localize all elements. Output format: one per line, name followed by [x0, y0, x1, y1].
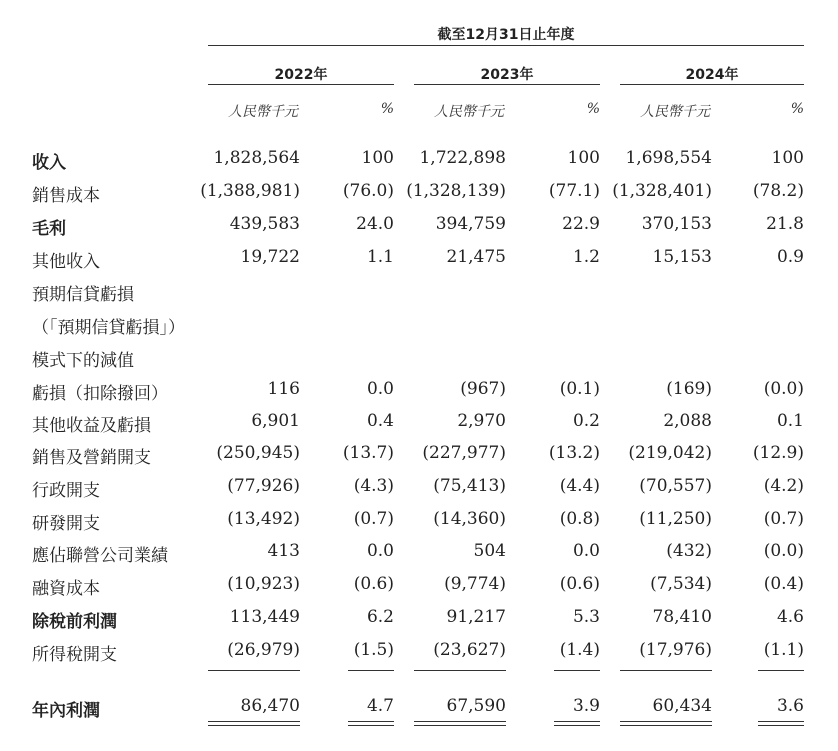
cell-amount-2023: (227,977) [422, 443, 506, 463]
row-label: 模式下的減值 [32, 351, 134, 371]
total-double-rule [620, 725, 712, 726]
cell-pct-2024: 0.1 [776, 411, 804, 431]
cell-pct-2022: (0.6) [353, 574, 394, 594]
unit-amount-2024: 人民幣千元 [640, 104, 710, 120]
cell-pct-2022: (13.7) [342, 443, 394, 463]
row-label: 應佔聯營公司業績 [32, 546, 168, 566]
cell-amount-2024: (432) [666, 541, 712, 561]
year-header-2022: 2022年 [274, 67, 328, 83]
cell-pct-2022: 0.0 [366, 541, 394, 561]
cell-pct-2024: 0.9 [776, 247, 804, 267]
cell-amount-2022: 86,470 [240, 696, 300, 716]
cell-amount-2024: (17,976) [639, 640, 712, 660]
cell-pct-2024: (1.1) [763, 640, 804, 660]
cell-amount-2024: 1,698,554 [625, 148, 712, 168]
total-double-rule [208, 721, 300, 722]
cell-pct-2023: 5.3 [572, 607, 600, 627]
year-rule-2023 [414, 84, 600, 85]
cell-pct-2023: 22.9 [562, 214, 600, 234]
year-header-2024: 2024年 [685, 67, 739, 83]
cell-amount-2023: (9,774) [444, 574, 506, 594]
cell-amount-2023: 21,475 [446, 247, 506, 267]
row-label: 收入 [32, 153, 66, 173]
cell-pct-2023: (0.6) [559, 574, 600, 594]
subtotal-rule [758, 670, 804, 671]
cell-amount-2024: (11,250) [639, 509, 712, 529]
cell-amount-2023: 67,590 [446, 696, 506, 716]
cell-amount-2024: 60,434 [652, 696, 712, 716]
cell-pct-2024: (0.0) [763, 379, 804, 399]
cell-amount-2023: 504 [473, 541, 506, 561]
cell-pct-2022: (1.5) [353, 640, 394, 660]
cell-pct-2024: (0.0) [763, 541, 804, 561]
cell-pct-2023: (77.1) [548, 181, 600, 201]
header-rule [208, 45, 804, 46]
cell-amount-2023: (14,360) [433, 509, 506, 529]
subtotal-rule [348, 670, 394, 671]
cell-amount-2022: 413 [267, 541, 300, 561]
cell-pct-2023: (1.4) [559, 640, 600, 660]
cell-amount-2022: (13,492) [227, 509, 300, 529]
cell-pct-2024: (12.9) [752, 443, 804, 463]
total-double-rule [348, 721, 394, 722]
cell-amount-2023: (75,413) [433, 476, 506, 496]
cell-pct-2023: 3.9 [572, 696, 600, 716]
row-label: 毛利 [32, 219, 66, 239]
year-rule-2022 [208, 84, 394, 85]
total-double-rule [554, 725, 600, 726]
cell-pct-2022: 6.2 [366, 607, 394, 627]
cell-pct-2024: (0.7) [763, 509, 804, 529]
cell-pct-2023: 1.2 [572, 247, 600, 267]
cell-pct-2024: 100 [771, 148, 804, 168]
total-double-rule [208, 725, 300, 726]
cell-pct-2022: 24.0 [356, 214, 394, 234]
period-title: 截至12月31日止年度 [437, 27, 575, 43]
total-double-rule [414, 725, 506, 726]
row-label: 銷售及營銷開支 [32, 448, 151, 468]
row-label: 預期信貸虧損 [32, 285, 134, 305]
year-rule-2024 [620, 84, 804, 85]
cell-amount-2023: 394,759 [435, 214, 506, 234]
cell-pct-2022: 100 [361, 148, 394, 168]
subtotal-rule [414, 670, 506, 671]
cell-amount-2023: (23,627) [433, 640, 506, 660]
cell-amount-2024: 2,088 [663, 411, 712, 431]
row-label: 所得稅開支 [32, 645, 117, 665]
row-label: 研發開支 [32, 514, 100, 534]
cell-pct-2023: 100 [567, 148, 600, 168]
cell-pct-2024: 21.8 [766, 214, 804, 234]
row-label: 除稅前利潤 [32, 612, 117, 632]
cell-amount-2023: (967) [460, 379, 506, 399]
cell-amount-2023: 2,970 [457, 411, 506, 431]
cell-pct-2024: 3.6 [776, 696, 804, 716]
cell-pct-2023: 0.2 [572, 411, 600, 431]
cell-amount-2022: (1,388,981) [200, 181, 300, 201]
cell-amount-2024: 370,153 [641, 214, 712, 234]
cell-pct-2022: 4.7 [366, 696, 394, 716]
cell-pct-2024: (0.4) [763, 574, 804, 594]
cell-amount-2022: 6,901 [251, 411, 300, 431]
unit-amount-2022: 人民幣千元 [228, 104, 298, 120]
cell-pct-2023: (0.1) [559, 379, 600, 399]
row-label: 行政開支 [32, 481, 100, 501]
total-double-rule [554, 721, 600, 722]
unit-pct-2023: % [586, 101, 600, 117]
cell-amount-2024: (169) [666, 379, 712, 399]
cell-amount-2022: 439,583 [229, 214, 300, 234]
total-double-rule [620, 721, 712, 722]
row-label: 年內利潤 [32, 701, 100, 721]
cell-amount-2024: (70,557) [639, 476, 712, 496]
cell-amount-2024: 15,153 [652, 247, 712, 267]
cell-amount-2022: 113,449 [229, 607, 300, 627]
cell-pct-2024: (78.2) [752, 181, 804, 201]
cell-pct-2022: 0.0 [366, 379, 394, 399]
cell-amount-2024: (219,042) [628, 443, 712, 463]
cell-pct-2022: 0.4 [366, 411, 394, 431]
cell-pct-2024: 4.6 [776, 607, 804, 627]
cell-amount-2023: 91,217 [446, 607, 506, 627]
cell-amount-2022: (250,945) [216, 443, 300, 463]
total-double-rule [414, 721, 506, 722]
cell-amount-2022: 1,828,564 [213, 148, 300, 168]
cell-amount-2024: (7,534) [650, 574, 712, 594]
subtotal-rule [208, 670, 300, 671]
cell-amount-2024: (1,328,401) [612, 181, 712, 201]
cell-pct-2024: (4.2) [763, 476, 804, 496]
total-double-rule [758, 721, 804, 722]
subtotal-rule [554, 670, 600, 671]
cell-pct-2023: (4.4) [559, 476, 600, 496]
cell-pct-2022: 1.1 [366, 247, 394, 267]
cell-pct-2022: (76.0) [342, 181, 394, 201]
total-double-rule [758, 725, 804, 726]
cell-amount-2023: 1,722,898 [419, 148, 506, 168]
row-label: 融資成本 [32, 579, 100, 599]
cell-amount-2023: (1,328,139) [406, 181, 506, 201]
row-label: 其他收益及虧損 [32, 416, 151, 436]
cell-pct-2023: (0.8) [559, 509, 600, 529]
total-double-rule [348, 725, 394, 726]
unit-pct-2022: % [380, 101, 394, 117]
cell-amount-2022: 19,722 [240, 247, 300, 267]
row-label: （「預期信貸虧損」） [32, 318, 185, 338]
subtotal-rule [620, 670, 712, 671]
unit-amount-2023: 人民幣千元 [434, 104, 504, 120]
unit-pct-2024: % [790, 101, 804, 117]
row-label: 其他收入 [32, 252, 100, 272]
cell-pct-2022: (4.3) [353, 476, 394, 496]
cell-amount-2022: 116 [267, 379, 300, 399]
cell-amount-2022: (10,923) [227, 574, 300, 594]
cell-amount-2022: (26,979) [227, 640, 300, 660]
cell-amount-2022: (77,926) [227, 476, 300, 496]
cell-amount-2024: 78,410 [652, 607, 712, 627]
row-label: 虧損（扣除撥回） [32, 384, 168, 404]
year-header-2023: 2023年 [480, 67, 534, 83]
row-label: 銷售成本 [32, 186, 100, 206]
cell-pct-2023: 0.0 [572, 541, 600, 561]
cell-pct-2022: (0.7) [353, 509, 394, 529]
cell-pct-2023: (13.2) [548, 443, 600, 463]
